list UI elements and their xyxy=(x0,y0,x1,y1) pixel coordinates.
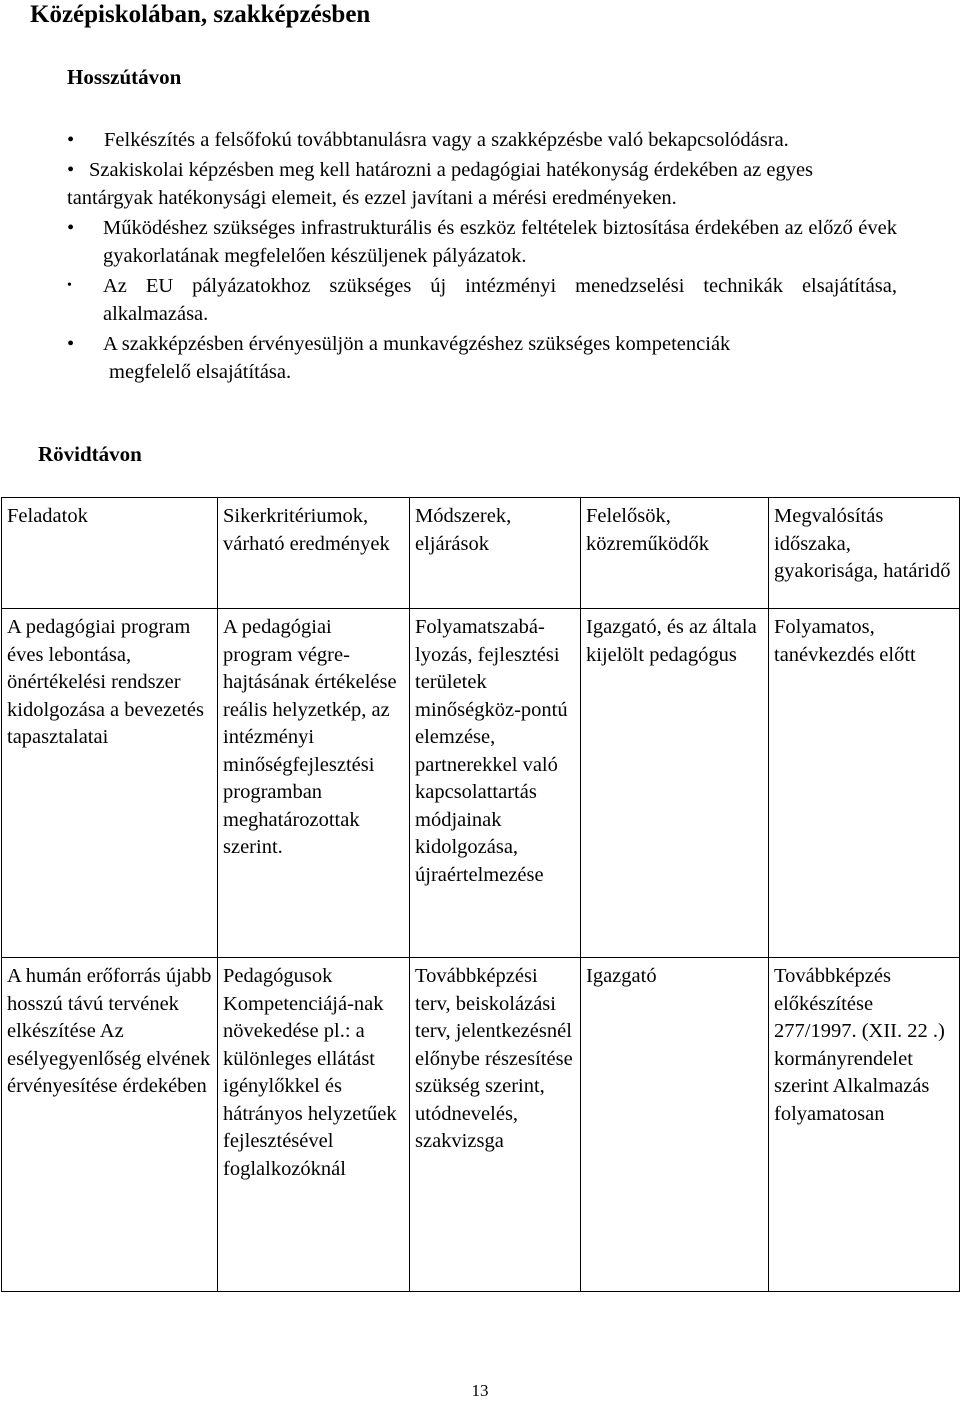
bullet-icon: • xyxy=(67,278,72,293)
table-cell: Folyamatszabá-lyozás, fejlesztési területek minőségköz-pontú elemzése, partnerekkel való kapcsolattartás módjainak kidolgozása, újraértelmezése xyxy=(410,609,581,958)
long-term-title: Hosszútávon xyxy=(67,65,182,89)
goal-text-line: A szakképzésben érvényesüljön a munkavégzéshez szükséges kompetenciák xyxy=(103,333,731,355)
list-item xyxy=(67,214,897,270)
table-cell: Igazgató xyxy=(581,958,769,1292)
table-row xyxy=(2,958,960,1292)
list-item xyxy=(67,272,897,328)
header-cell: Feladatok xyxy=(2,498,218,609)
table-row xyxy=(2,609,960,958)
header-cell: Módszerek, eljárások xyxy=(410,498,581,609)
table-cell: Pedagógusok Kompetenciájá-nak növekedése pl.: a különleges ellátást igénylőkkel és hátrányos helyzetűek fejlesztésével foglalkozóknál xyxy=(218,958,410,1292)
goal-text: Felkészítés a felsőfokú továbbtanulásra vagy a szakképzésbe való bekapcsolódásra. xyxy=(104,129,789,151)
table-cell: A pedagógiai program végre-hajtásának értékelése reális helyzetkép, az intézményi minőségfejlesztési programban meghatározottak szerint. xyxy=(218,609,410,958)
page-number: 13 xyxy=(471,1381,489,1400)
list-item xyxy=(67,330,897,386)
table-cell: Folyamatos, tanévkezdés előtt xyxy=(769,609,960,958)
header-cell: Sikerkritériumok, várható eredmények xyxy=(218,498,410,609)
header-cell: Megvalósítás időszaka, gyakorisága, határidő xyxy=(769,498,960,609)
goal-text: Működéshez szükséges infrastrukturális és eszköz feltételek biztosítása érdekében az előző évek gyakorlatának megfelelően készüljenek pályázatok. xyxy=(103,217,897,267)
list-item xyxy=(67,126,897,154)
bullet-icon: • xyxy=(67,129,75,151)
table-cell: Igazgató, és az általa kijelölt pedagógus xyxy=(581,609,769,958)
table-cell: A humán erőforrás újabb hosszú távú tervének elkészítése Az esélyegyenlőség elvének érvényesítése érdekében xyxy=(2,958,218,1292)
bullet-icon: • xyxy=(67,333,75,355)
table-cell: Továbbképzés előkészítése 277/1997. (XII. 22 .) kormányrendelet szerint Alkalmazás folyamatosan xyxy=(769,958,960,1292)
goal-text-line: megfelelő elsajátítása. xyxy=(109,361,292,383)
long-term-goals-list xyxy=(67,126,897,388)
bullet-icon: • xyxy=(67,159,75,181)
table-cell: A pedagógiai program éves lebontása, önértékelési rendszer kidolgozása a bevezetés tapasztalatai xyxy=(2,609,218,958)
goal-text: Szakiskolai képzésben meg kell határozni a pedagógiai hatékonyság érdekében az egyes tantárgyak hatékonysági elemeit, és ezzel javítani a mérési eredményeken. xyxy=(67,159,814,209)
header-cell: Felelősök, közreműködők xyxy=(581,498,769,609)
list-item xyxy=(67,156,897,212)
short-term-title: Rövidtávon xyxy=(38,442,142,466)
table-cell: Továbbképzési terv, beiskolázási terv, jelentkezésnél előnybe részesítése szükség szerint, utódnevelés, szakvizsga xyxy=(410,958,581,1292)
page-heading: Középiskolában, szakképzésben xyxy=(30,1,371,28)
goal-text: Az EU pályázatokhoz szükséges új intézményi menedzselési technikák elsajátítása, alkalmazása. xyxy=(103,275,897,325)
table-header-row xyxy=(2,498,960,609)
goal-text xyxy=(67,330,897,386)
bullet-icon: • xyxy=(67,217,75,239)
short-term-plan-table xyxy=(1,497,960,1292)
